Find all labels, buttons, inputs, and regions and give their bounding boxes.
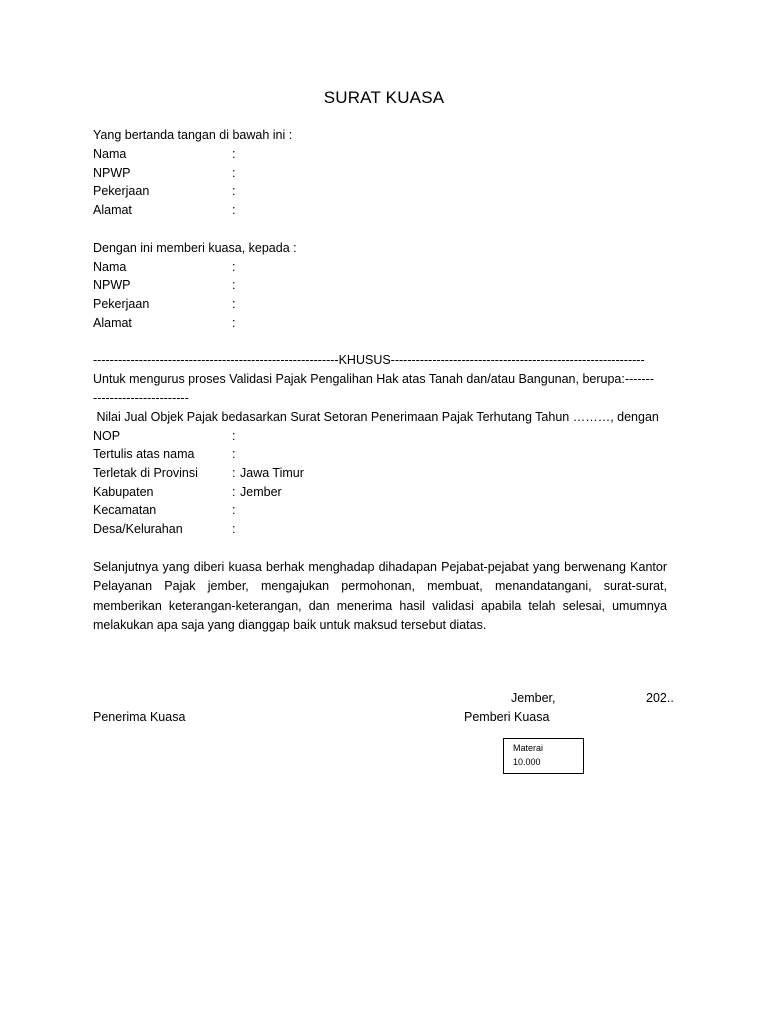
field-label: Kecamatan — [93, 503, 157, 517]
field-label: NPWP — [93, 166, 131, 180]
field-label: NPWP — [93, 278, 131, 292]
njop-line: Nilai Jual Objek Pajak bedasarkan Surat Setoran Penerimaan Pajak Terhutang Tahun ………, dengan — [93, 410, 659, 424]
grantee-field-npwp — [93, 276, 393, 295]
field-label: Kabupaten — [93, 485, 154, 499]
object-field-owner-name — [93, 445, 393, 464]
field-separator: : — [232, 278, 236, 292]
field-separator: : — [232, 203, 236, 217]
field-label: Nama — [93, 260, 127, 274]
object-field-province — [93, 464, 393, 483]
object-field-regency — [93, 483, 393, 502]
grantor-field-name — [93, 145, 393, 164]
grantee-field-name — [93, 258, 393, 277]
purpose-line-2: ----------------------- — [93, 391, 189, 405]
field-separator: : — [232, 184, 236, 198]
field-label: Alamat — [93, 203, 132, 217]
field-label: Tertulis atas nama — [93, 447, 195, 461]
field-separator: : — [232, 429, 236, 443]
field-separator: : — [232, 503, 236, 517]
field-separator: : — [232, 485, 236, 499]
object-field-village — [93, 520, 393, 539]
object-field-district — [93, 501, 393, 520]
field-separator: : — [232, 447, 236, 461]
field-separator: : — [232, 166, 236, 180]
grantor-intro: Yang bertanda tangan di bawah ini : — [93, 128, 293, 142]
document-title: SURAT KUASA — [323, 88, 445, 107]
field-label: Desa/Kelurahan — [93, 522, 183, 536]
field-separator: : — [232, 316, 236, 330]
receiver-label: Penerima Kuasa — [93, 710, 186, 724]
grantee-field-pekerjaan — [93, 295, 393, 314]
stamp-label: Materai — [513, 743, 544, 753]
khusus-divider: -----------------------------------------------------------KHUSUS------------------------------------------------------------- — [93, 353, 645, 367]
field-label: NOP — [93, 429, 121, 443]
field-label: Terletak di Provinsi — [93, 466, 198, 480]
field-separator: : — [232, 147, 236, 161]
grantor-field-pekerjaan — [93, 182, 393, 201]
purpose-line-1: Untuk mengurus proses Validasi Pajak Pengalihan Hak atas Tanah dan/atau Bangunan, berupa:------- — [93, 372, 654, 386]
field-separator: : — [232, 297, 236, 311]
field-separator: : — [232, 260, 236, 274]
object-field-nop — [93, 427, 393, 446]
field-label: Pekerjaan — [93, 297, 150, 311]
grantor-field-alamat — [93, 201, 393, 220]
signature-year: 202.. — [646, 691, 674, 705]
giver-label: Pemberi Kuasa — [464, 710, 550, 724]
field-label: Nama — [93, 147, 127, 161]
grantee-intro: Dengan ini memberi kuasa, kepada : — [93, 241, 297, 255]
stamp-amount: 10.000 — [513, 756, 541, 767]
field-separator: : — [232, 522, 236, 536]
field-separator: : — [232, 466, 236, 480]
field-label: Pekerjaan — [93, 184, 150, 198]
stamp-duty-box — [503, 738, 584, 774]
field-label: Alamat — [93, 316, 132, 330]
grantor-field-npwp — [93, 164, 393, 183]
signature-place: Jember, — [511, 691, 556, 705]
field-value: Jawa Timur — [240, 466, 304, 480]
field-value: Jember — [240, 485, 282, 499]
grantee-field-alamat — [93, 314, 393, 333]
closing-paragraph: Selanjutnya yang diberi kuasa berhak menghadap dihadapan Pejabat-pejabat yang berwenang Kantor Pelayanan Pajak jember, mengajukan permohonan, membuat, menandatangani, surat-surat, memberikan keterangan-keterangan, dan menerima hasil validasi apabila telah selesai, umumnya melakukan apa saja yang dianggap baik untuk maksud tersebut diatas. — [93, 560, 667, 632]
